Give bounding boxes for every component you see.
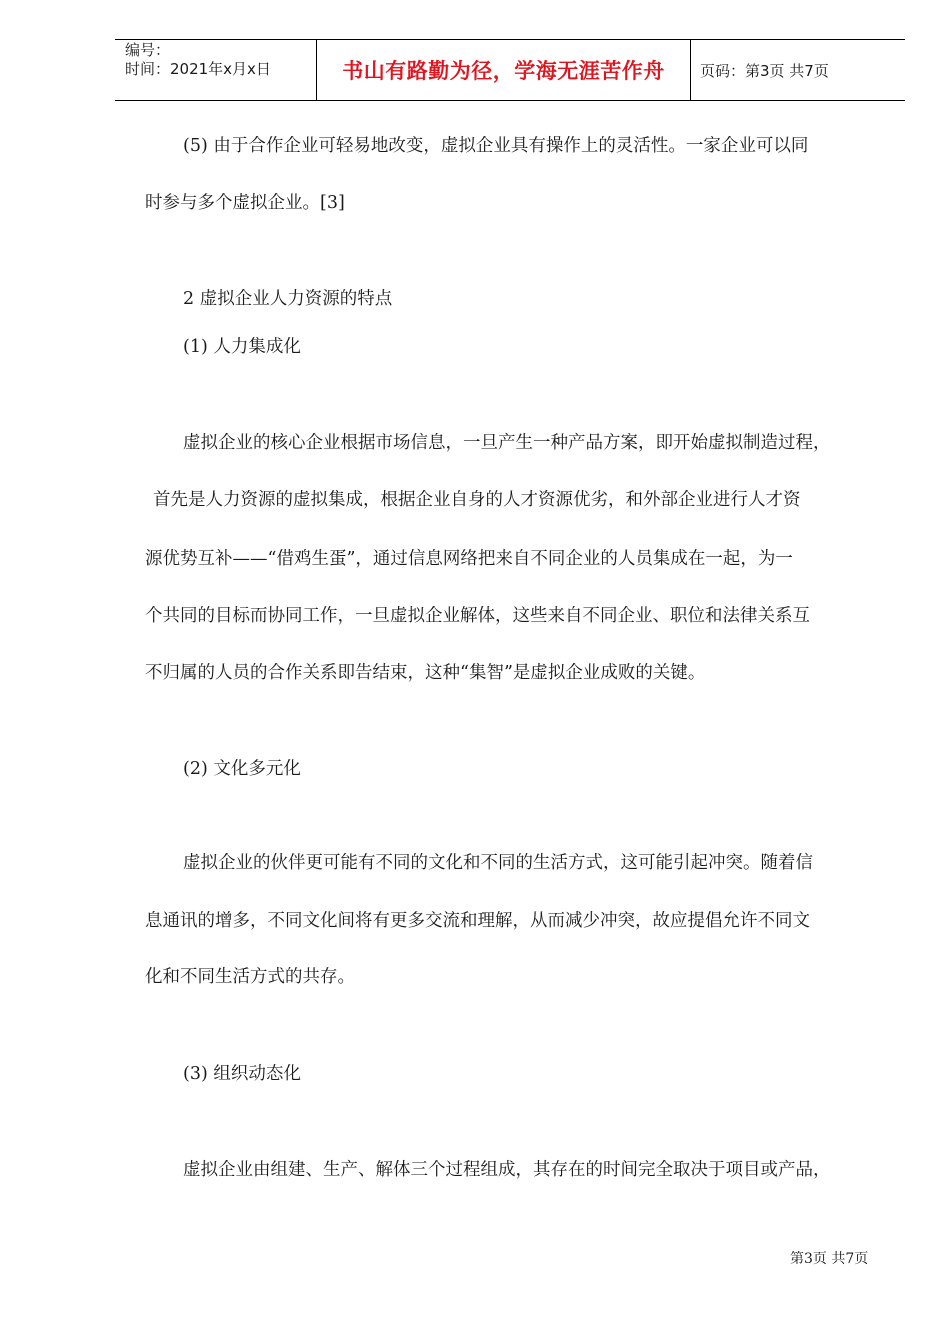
section-heading: 2 虚拟企业人力资源的特点 — [183, 289, 393, 309]
body-line: 时参与多个虚拟企业。[3] — [145, 193, 345, 213]
header-motto: 书山有路勤为径，学海无涯苦作舟 — [316, 40, 691, 100]
subsection-heading: (1) 人力集成化 — [183, 337, 301, 357]
body-line: 息通讯的增多，不同文化间将有更多交流和理解，从而减少冲突，故应提倡允许不同文 — [145, 911, 810, 931]
body-line: 化和不同生活方式的共存。 — [145, 967, 355, 987]
body-line: 虚拟企业的伙伴更可能有不同的文化和不同的生活方式，这可能引起冲突。随着信 — [183, 853, 813, 873]
header-page-label: 页码：第3页 共7页 — [700, 61, 829, 80]
subsection-heading: (2) 文化多元化 — [183, 759, 301, 779]
body-line: 首先是人力资源的虚拟集成，根据企业自身的人才资源优劣，和外部企业进行人才资 — [153, 490, 801, 510]
time-label: 时间：2021年x月x日 — [125, 60, 271, 78]
subsection-heading: (3) 组织动态化 — [183, 1064, 301, 1084]
body-line: (5) 由于合作企业可轻易地改变，虚拟企业具有操作上的灵活性。一家企业可以同 — [183, 136, 809, 156]
serial-label: 编号： — [125, 41, 171, 59]
header-meta — [115, 40, 316, 100]
page-header — [115, 39, 905, 101]
body-line: 虚拟企业的核心企业根据市场信息，一旦产生一种产品方案，即开始虚拟制造过程， — [183, 433, 831, 453]
body-line: 个共同的目标而协同工作，一旦虚拟企业解体，这些来自不同企业、职位和法律关系互 — [145, 606, 810, 626]
page-footer: 第3页 共7页 — [790, 1251, 869, 1267]
body-line: 源优势互补——“借鸡生蛋”，通过信息网络把来自不同企业的人员集成在一起，为一 — [145, 549, 793, 569]
body-line: 不归属的人员的合作关系即告结束，这种“集智”是虚拟企业成败的关键。 — [145, 663, 706, 683]
body-line: 虚拟企业由组建、生产、解体三个过程组成，其存在的时间完全取决于项目或产品， — [183, 1160, 831, 1180]
